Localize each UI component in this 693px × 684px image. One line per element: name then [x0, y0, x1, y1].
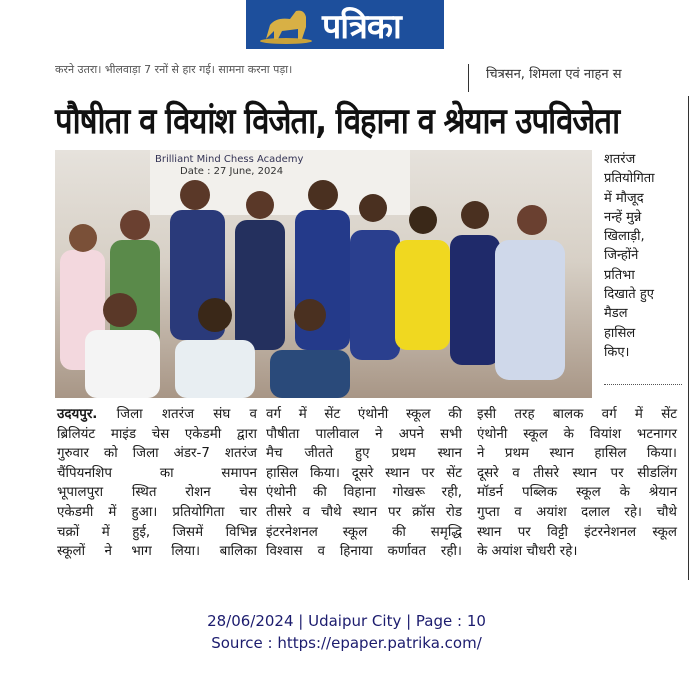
dateline: उदयपुर.	[57, 407, 98, 422]
caption-line: में मौजूद	[604, 190, 644, 206]
banner-date: Date : 27 June, 2024	[180, 166, 284, 177]
body-line: हासिल किया। दूसरे स्थान पर सेंट	[266, 465, 462, 481]
edition-info: 28/06/2024 | Udaipur City | Page : 10	[207, 612, 486, 630]
body-text: जिला शतरंज संघ व	[97, 407, 257, 422]
body-line: चैंपियनशिप का समापन	[57, 465, 257, 481]
body-line: दूसरे व तीसरे स्थान पर सीडलिंग	[477, 465, 677, 481]
article-column-3	[477, 405, 677, 562]
lion-icon	[256, 5, 316, 45]
caption-line: किए।	[604, 344, 630, 360]
body-line: स्थान पर विट्टी इंटरनेशनल स्कूल	[477, 524, 677, 540]
body-line: पौषीता पालीवाल ने अपने सभी	[266, 426, 462, 442]
caption-line: हासिल	[604, 325, 636, 341]
source-link: Source : https://epaper.patrika.com/	[211, 634, 482, 652]
column-divider	[468, 64, 469, 92]
body-line: गुरुवार को जिला अंडर-7 शतरंज	[57, 446, 257, 462]
body-line: चक्रों में हुई, जिसमें विभिन्न	[57, 524, 257, 540]
body-line: के अयांश चौधरी रहे।	[477, 544, 578, 560]
caption-line: नन्हें मुन्ने	[604, 209, 642, 225]
body-line: तीसरे व चौथे स्थान पर क्रॉस रोड	[266, 504, 462, 520]
body-line: भूपालपुरा स्थित रोशन चेस	[57, 485, 257, 501]
caption-line: प्रतियोगिता	[604, 171, 655, 187]
body-line: एंथोनी स्कूल के वियांश भटनागर	[477, 426, 677, 442]
caption-line: प्रतिभा	[604, 267, 635, 283]
body-line: एकेडमी में हुआ। प्रतियोगिता चार	[57, 504, 257, 520]
children-with-trophies-photo	[55, 150, 592, 398]
caption-line: शतरंज	[604, 152, 636, 167]
body-line: ने प्रथम स्थान हासिल किया।	[477, 446, 677, 462]
banner-text: Brilliant Mind Chess Academy	[155, 154, 304, 165]
body-line: गुप्ता व अयांश दलाल रहे। चौथे	[477, 504, 677, 520]
body-line: एंथोनी की विहाना गोखरू रही,	[266, 485, 462, 501]
body-line: मैच जीतते हुए प्रथम स्थान	[266, 446, 462, 462]
article-column-1	[57, 405, 257, 562]
source-footer	[0, 610, 693, 654]
body-line: स्कूलों ने भाग लिया। बालिका	[57, 544, 257, 560]
article-column-2	[266, 405, 462, 562]
caption-line: दिखाते हुए	[604, 287, 654, 303]
body-line: इंटरनेशनल स्कूल की समृद्धि	[266, 524, 462, 540]
body-line: वर्ग में सेंट एंथोनी स्कूल की	[266, 407, 462, 422]
article-photo	[55, 150, 592, 398]
children-group	[60, 180, 565, 398]
masthead-name: पत्रिका	[322, 6, 401, 47]
previous-story-fragment: करने उतरा। भीलवाड़ा 7 रनों से हार गई। सामना करना पड़ा।	[55, 63, 293, 76]
body-line	[57, 405, 257, 425]
patrika-logo	[246, 0, 444, 49]
body-line: ब्रिलियंट माइंड चेस एकेडमी द्वारा	[57, 426, 257, 442]
adjacent-story-fragment: चित्रसन, शिमला एवं नाहन स	[486, 67, 622, 82]
caption-line: मैडल	[604, 306, 628, 322]
column-divider	[688, 96, 689, 580]
caption-line: जिन्होंने	[604, 248, 639, 264]
body-line: विश्वास व हिनाया कर्णावत रही।	[266, 544, 462, 560]
headline: पौषीता व वियांश विजेता, विहाना व श्रेयान उपविजेता	[55, 100, 620, 142]
caption-line: खिलाड़ी,	[604, 229, 645, 245]
caption-divider	[604, 384, 682, 385]
photo-caption	[604, 150, 684, 362]
body-line: मॉडर्न पब्लिक स्कूल के श्रेयान	[477, 485, 677, 501]
body-line: इसी तरह बालक वर्ग में सेंट	[477, 407, 677, 422]
